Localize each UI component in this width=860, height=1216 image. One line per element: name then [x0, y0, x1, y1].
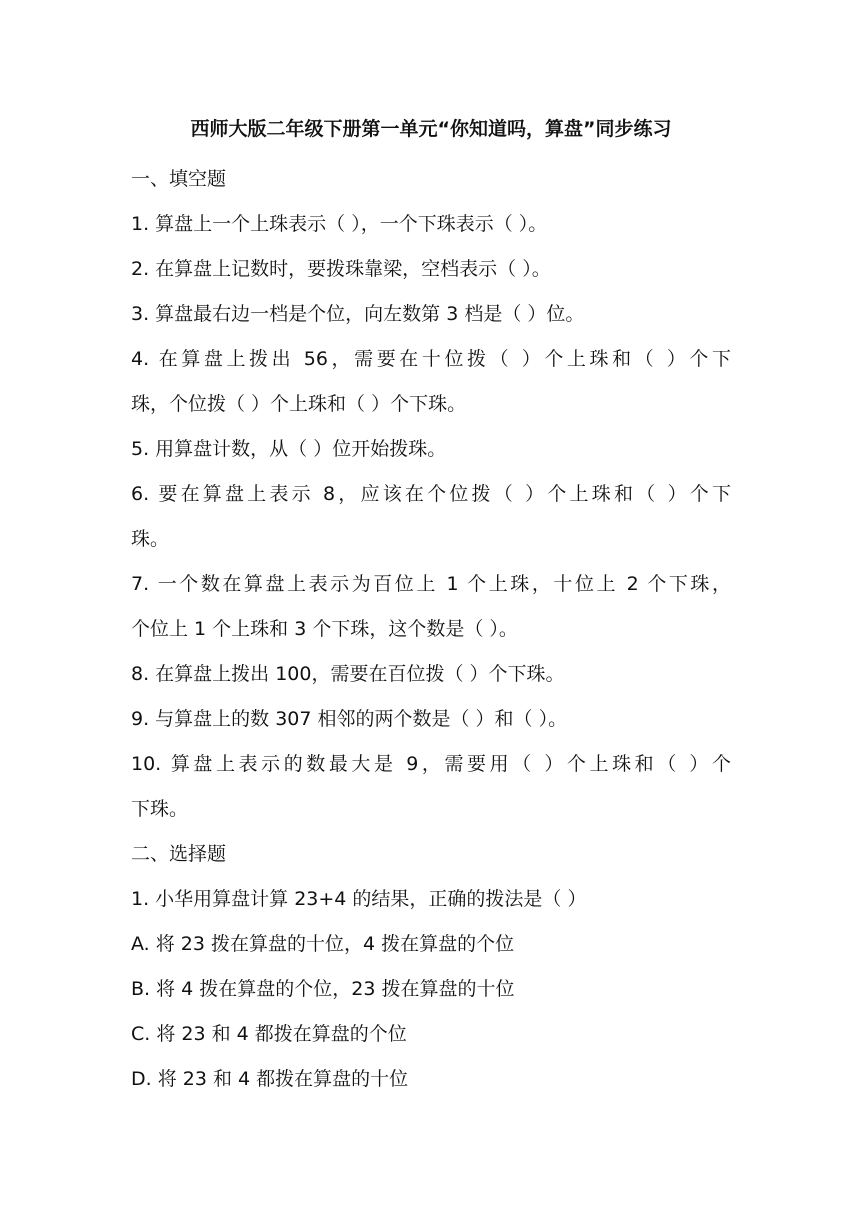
choice-option-b: B. 将 4 拨在算盘的个位，23 拨在算盘的十位: [131, 978, 515, 1000]
question-line: 1. 算盘上一个上珠表示（ ），一个下珠表示（ ）。: [131, 213, 548, 235]
question-line: 4. 在算盘上拨出 56，需要在十位拨（ ）个上珠和（ ）个下: [131, 348, 731, 370]
choice-option-c: C. 将 23 和 4 都拨在算盘的个位: [131, 1023, 407, 1045]
question-line: 7. 一个数在算盘上表示为百位上 1 个上珠，十位上 2 个下珠，: [131, 573, 731, 595]
choice-option-d: D. 将 23 和 4 都拨在算盘的十位: [131, 1068, 409, 1090]
choice-option-a: A. 将 23 拨在算盘的十位，4 拨在算盘的个位: [131, 933, 515, 955]
question-line: 6. 要在算盘上表示 8，应该在个位拨（ ）个上珠和（ ）个下: [131, 483, 731, 505]
section-heading-fill-blank: 一、填空题: [131, 168, 227, 190]
question-line: 3. 算盘最右边一档是个位，向左数第 3 档是（ ）位。: [131, 303, 585, 325]
question-line: 个位上 1 个上珠和 3 个下珠，这个数是（ ）。: [131, 618, 518, 640]
question-line: 珠。: [131, 528, 170, 550]
question-line: 下珠。: [131, 798, 189, 820]
section-heading-multiple-choice: 二、选择题: [131, 843, 227, 865]
question-line: 10. 算盘上表示的数最大是 9，需要用（ ）个上珠和（ ）个: [131, 753, 731, 775]
question-line: 8. 在算盘上拨出 100，需要在百位拨（ ）个下珠。: [131, 663, 565, 685]
question-line: 2. 在算盘上记数时，要拨珠靠梁，空档表示（ ）。: [131, 258, 551, 280]
question-line: 9. 与算盘上的数 307 相邻的两个数是（ ）和（ ）。: [131, 708, 568, 730]
document-content: [131, 112, 731, 1102]
question-line: 珠，个位拨（ ）个上珠和（ ）个下珠。: [131, 393, 467, 415]
choice-question-line: 1. 小华用算盘计算 23+4 的结果，正确的拨法是（ ）: [131, 888, 587, 910]
question-line: 5. 用算盘计数，从（ ）位开始拨珠。: [131, 438, 447, 460]
document-title: 西师大版二年级下册第一单元“你知道吗，算盘”同步练习: [190, 118, 672, 140]
